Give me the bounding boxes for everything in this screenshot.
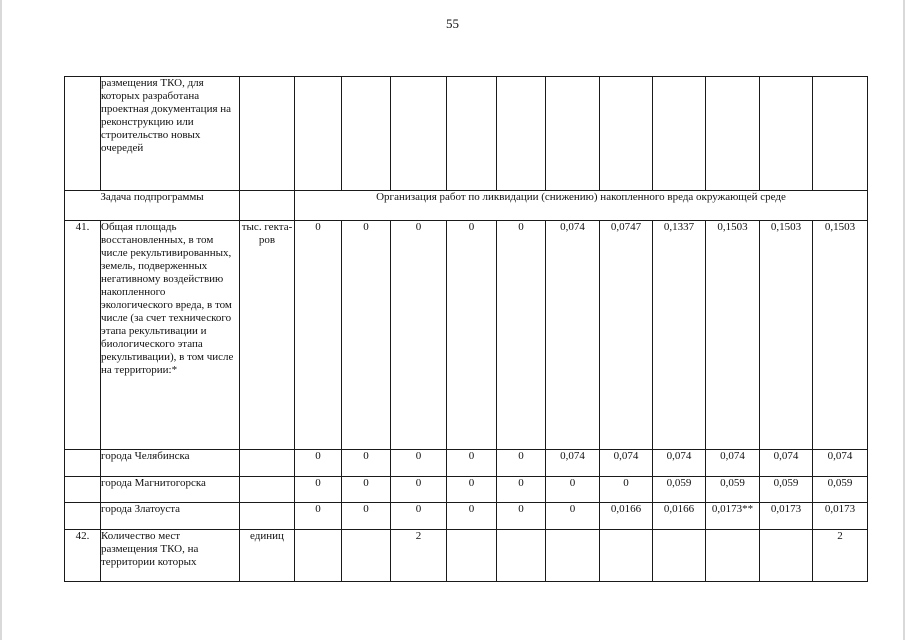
value-cell: 0,0173 bbox=[813, 503, 868, 530]
value-cell bbox=[497, 530, 546, 582]
value-cell: 0 bbox=[600, 477, 653, 503]
value-cell: 0 bbox=[447, 450, 497, 477]
value-cell: 0,059 bbox=[653, 477, 706, 503]
value-cell: 0,0173** bbox=[706, 503, 760, 530]
value-cell: 0,0747 bbox=[600, 221, 653, 450]
value-cell: 0 bbox=[391, 221, 447, 450]
value-cell bbox=[760, 530, 813, 582]
value-cell: 2 bbox=[391, 530, 447, 582]
value-cell: 0 bbox=[391, 477, 447, 503]
table-row-zlatoust bbox=[65, 503, 868, 530]
value-cell bbox=[706, 530, 760, 582]
value-cell: 0,059 bbox=[760, 477, 813, 503]
value-cell: 0 bbox=[295, 450, 342, 477]
number-cell bbox=[65, 77, 101, 191]
value-cell bbox=[546, 530, 600, 582]
unit-cell: тыс. гекта-ров bbox=[240, 221, 295, 450]
value-cell: 0,074 bbox=[653, 450, 706, 477]
value-cell: 0 bbox=[447, 503, 497, 530]
sub-row-label: города Магнитогорска bbox=[101, 477, 240, 503]
table-row-magnitogorsk bbox=[65, 477, 868, 503]
value-cell: 0,074 bbox=[760, 450, 813, 477]
value-cell: 0 bbox=[497, 477, 546, 503]
value-cell: 0,074 bbox=[706, 450, 760, 477]
scan-edge-left bbox=[0, 0, 2, 640]
sub-row-label: города Златоуста bbox=[101, 503, 240, 530]
value-cell: 0,059 bbox=[813, 477, 868, 503]
value-cell: 0 bbox=[497, 450, 546, 477]
continuation-row bbox=[65, 77, 868, 191]
value-cell: 2 bbox=[813, 530, 868, 582]
value-cell: 0 bbox=[295, 221, 342, 450]
unit-cell bbox=[240, 77, 295, 191]
value-cell bbox=[600, 530, 653, 582]
value-cell: 0,1503 bbox=[813, 221, 868, 450]
indicator-text: Общая площадь восстановленных, в том числе рекультивированных, земель, подверженных негативному воздействию накопленного экологического вреда, в том числе (за счет технического этапа рекультивации и биологического этапа рекультивации), в том числе на территории:* bbox=[101, 221, 240, 450]
sub-row-label: города Челябинска bbox=[101, 450, 240, 477]
value-cell: 0,074 bbox=[600, 450, 653, 477]
value-cell: 0,1337 bbox=[653, 221, 706, 450]
value-cell: 0 bbox=[391, 450, 447, 477]
value-cell: 0 bbox=[391, 503, 447, 530]
indicators-table bbox=[64, 76, 868, 582]
value-cell: 0,074 bbox=[546, 450, 600, 477]
table-row-42 bbox=[65, 530, 868, 582]
unit-cell: единиц bbox=[240, 530, 295, 582]
value-cell: 0 bbox=[295, 503, 342, 530]
value-cell: 0,059 bbox=[706, 477, 760, 503]
value-cell bbox=[447, 530, 497, 582]
value-cell: 0 bbox=[342, 450, 391, 477]
table-row-chelyabinsk bbox=[65, 450, 868, 477]
value-cell: 0 bbox=[342, 221, 391, 450]
row-number: 42. bbox=[65, 530, 101, 582]
value-cell: 0,0173 bbox=[760, 503, 813, 530]
value-cell: 0,074 bbox=[546, 221, 600, 450]
indicator-text: размещения ТКО, для которых разработана проектная документация на реконструкцию или строительство новых очередей bbox=[101, 77, 240, 191]
page-number: 55 bbox=[446, 16, 459, 31]
task-text: Организация работ по ликвидации (снижению) накопленного вреда окружающей среде bbox=[295, 191, 868, 221]
value-cell: 0 bbox=[546, 477, 600, 503]
value-cell: 0,0166 bbox=[600, 503, 653, 530]
value-cell: 0,1503 bbox=[706, 221, 760, 450]
row-number: 41. bbox=[65, 221, 101, 450]
value-cell bbox=[295, 530, 342, 582]
value-cell: 0 bbox=[342, 477, 391, 503]
value-cell bbox=[342, 530, 391, 582]
task-row bbox=[65, 191, 868, 221]
value-cell bbox=[653, 530, 706, 582]
value-cell: 0,1503 bbox=[760, 221, 813, 450]
value-cell: 0 bbox=[497, 221, 546, 450]
table-row-41 bbox=[65, 221, 868, 450]
value-cell: 0 bbox=[447, 477, 497, 503]
value-cell: 0 bbox=[342, 503, 391, 530]
indicator-text: Количество мест размещения ТКО, на территории которых bbox=[101, 530, 240, 582]
value-cell: 0,074 bbox=[813, 450, 868, 477]
value-cell: 0 bbox=[295, 477, 342, 503]
value-cell: 0 bbox=[497, 503, 546, 530]
value-cell: 0 bbox=[546, 503, 600, 530]
value-cell: 0,0166 bbox=[653, 503, 706, 530]
task-label: Задача подпрограммы bbox=[65, 191, 240, 221]
value-cell: 0 bbox=[447, 221, 497, 450]
